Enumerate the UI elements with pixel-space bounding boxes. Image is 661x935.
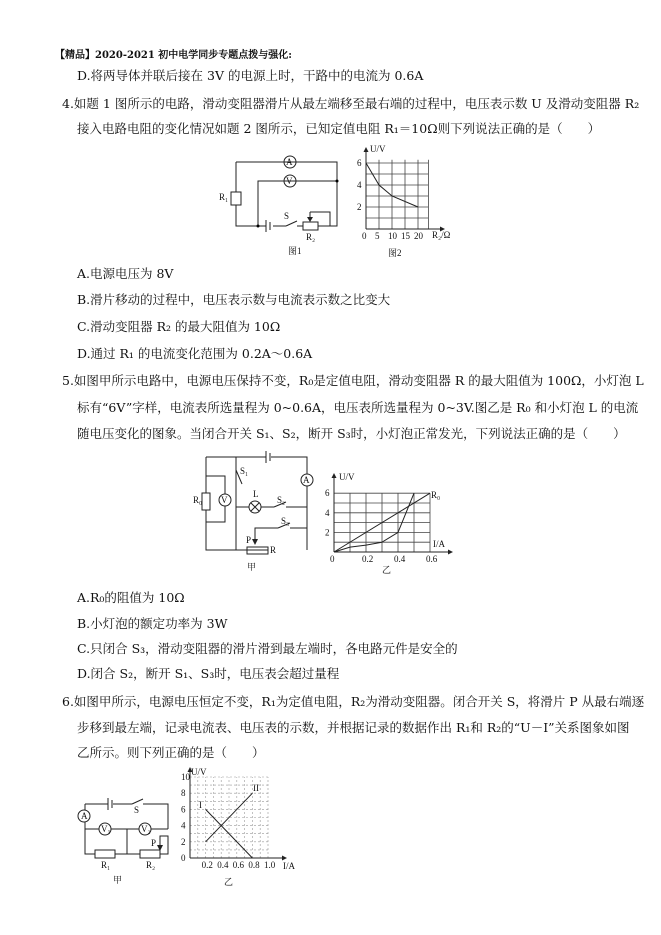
q5-stem-line2: 标有“6V”字样，电流表所选量程为 0~0.6A，电压表所选量程为 0~3V.图乙是 R₀ 和小灯泡 L 的电流 xyxy=(77,400,639,415)
x-tick-label: 0 xyxy=(362,231,367,241)
x-axis-label: I/A xyxy=(283,861,295,871)
x-axis-arrow xyxy=(282,856,287,861)
line-ii-label: II xyxy=(253,783,259,793)
s1-label: S₁ xyxy=(240,466,249,476)
y-tick-label: 6 xyxy=(357,158,362,168)
y-tick-label: 4 xyxy=(181,820,186,831)
switch-label: S xyxy=(284,211,290,221)
y-axis-label: U/V xyxy=(339,472,355,482)
x-tick-label: 0.6 xyxy=(232,860,245,870)
y-axis-label: U/V xyxy=(370,144,386,154)
x-tick-label: 0.4 xyxy=(394,554,406,564)
q4-stem-line2: 接入电路电阻的变化情况如题 2 图所示，已知定值电阻 R₁＝10Ω则下列说法正确的是（ ） xyxy=(77,121,601,136)
q5-stem-line3: 随电压变化的图象。当闭合开关 S₁、S₂，断开 S₃时，小灯泡正常发光，下列说法正确的是（ ） xyxy=(77,426,626,441)
x-axis-arrow xyxy=(448,550,453,555)
y-tick-label: 2 xyxy=(181,836,186,847)
x-tick-label: 0.6 xyxy=(426,554,438,564)
x-tick-label: 1.0 xyxy=(264,860,276,870)
y-tick-label: 0 xyxy=(181,853,186,863)
x-tick-label: 0.2 xyxy=(362,554,374,564)
s2-label: S₂ xyxy=(277,495,286,505)
r0-line-label: R₀ xyxy=(431,490,441,500)
x-tick-label: 0 xyxy=(330,554,335,564)
fig-jia-caption: 甲 xyxy=(113,875,123,885)
q5-option-c: C.只闭合 S₃，滑动变阻器的滑片滑到最左端时，各电路元件是安全的 xyxy=(77,641,458,656)
y-tick-label: 2 xyxy=(357,202,362,212)
y-tick-label: 2 xyxy=(325,527,330,538)
fig-yi-caption: 乙 xyxy=(224,877,234,887)
fig-yi-caption: 乙 xyxy=(382,565,392,575)
q4-option-d: D.通过 R₁ 的电流变化范围为 0.2A～0.6A xyxy=(77,346,313,361)
q6-stem-line2: 步移到最左端，记录电流表、电压表的示数，并根据记录的数据作出 R₁和 R₂的“U－I”关系图象如图 xyxy=(77,720,630,735)
q3-option-d: D.将两导体并联后接在 3V 的电源上时，干路中的电流为 0.6A xyxy=(77,68,424,83)
y-axis-label: U/V xyxy=(191,767,207,777)
x-tick-label: 0.8 xyxy=(248,860,260,870)
v2-label: V₂ xyxy=(141,824,151,834)
x-tick-label: 0.2 xyxy=(201,860,213,870)
y-tick-label: 6 xyxy=(181,804,186,815)
y-axis-arrow xyxy=(364,147,369,152)
y-axis-arrow xyxy=(332,473,337,478)
fig-jia-caption: 甲 xyxy=(247,562,257,572)
x-tick-label: 15 xyxy=(401,231,410,241)
slider-p-label: P xyxy=(151,838,157,848)
x-axis-label: R₂/Ω xyxy=(432,230,451,240)
q5-option-d: D.闭合 S₂，断开 S₁、S₃时，电压表会超过量程 xyxy=(77,666,340,681)
x-tick-label: 0.4 xyxy=(217,860,229,870)
x-tick-label: 20 xyxy=(414,231,423,241)
q6-stem-line3: 乙所示。则下列正确的是（ ） xyxy=(77,745,265,760)
q5-stem-line1: 5.如图甲所示电路中，电源电压保持不变，R₀是定值电阻，滑动变阻器 R 的最大阻值为 100Ω，小灯泡 L xyxy=(62,373,644,388)
r1-label: R₁ xyxy=(101,860,111,870)
q4-option-b: B.滑片移动的过程中，电压表示数与电流表示数之比变大 xyxy=(77,292,391,307)
switch-label: S xyxy=(134,805,140,815)
ammeter-label: A xyxy=(303,475,310,485)
ammeter-label: A xyxy=(81,811,88,821)
y-tick-label: 10 xyxy=(181,772,190,782)
q4-option-a: A.电源电压为 8V xyxy=(77,266,174,281)
ammeter-label: A xyxy=(286,157,293,167)
r2-label: R₂ xyxy=(146,860,156,870)
q5-option-a: A.R₀的阻值为 10Ω xyxy=(77,590,185,605)
fig2-caption: 图2 xyxy=(388,248,402,258)
q5-option-b: B.小灯泡的额定功率为 3W xyxy=(77,616,228,631)
s3-label: S₃ xyxy=(281,516,290,526)
rheostat-label: R xyxy=(270,545,277,555)
q4-stem-line1: 4.如题 1 图所示的电路，滑动变阻器滑片从最左端移至最右端的过程中，电压表示数 U 及滑动变阻器 R₂ xyxy=(62,96,640,111)
y-tick-label: 4 xyxy=(357,180,362,190)
q6-stem-line1: 6.如图甲所示，电源电压恒定不变，R₁为定值电阻，R₂为滑动变阻器。闭合开关 S，将滑片 P 从最右端逐 xyxy=(62,694,645,709)
x-tick-label: 10 xyxy=(388,231,397,241)
v1-label: V₁ xyxy=(101,824,111,834)
x-axis-label: I/A xyxy=(433,539,445,549)
y-tick-label: 4 xyxy=(325,507,330,518)
r1-label: R₁ xyxy=(219,192,229,202)
lamp-label: L xyxy=(253,489,259,499)
q4-option-c: C.滑动变阻器 R₂ 的最大阻值为 10Ω xyxy=(77,319,281,334)
y-tick-label: 6 xyxy=(325,488,330,499)
page-header: 【精品】2020-2021 初中电学同步专题点拨与强化: xyxy=(55,50,292,61)
fig1-caption: 图1 xyxy=(288,246,302,256)
x-tick-label: 5 xyxy=(375,231,380,241)
r0-label: R₀ xyxy=(193,495,203,505)
voltmeter-label: V xyxy=(286,176,293,186)
voltmeter-label: V xyxy=(221,495,228,505)
r2-label: R₂ xyxy=(306,232,316,242)
slider-p-label: P xyxy=(246,535,252,545)
y-tick-label: 8 xyxy=(181,788,186,799)
line-i-label: I xyxy=(199,800,202,810)
